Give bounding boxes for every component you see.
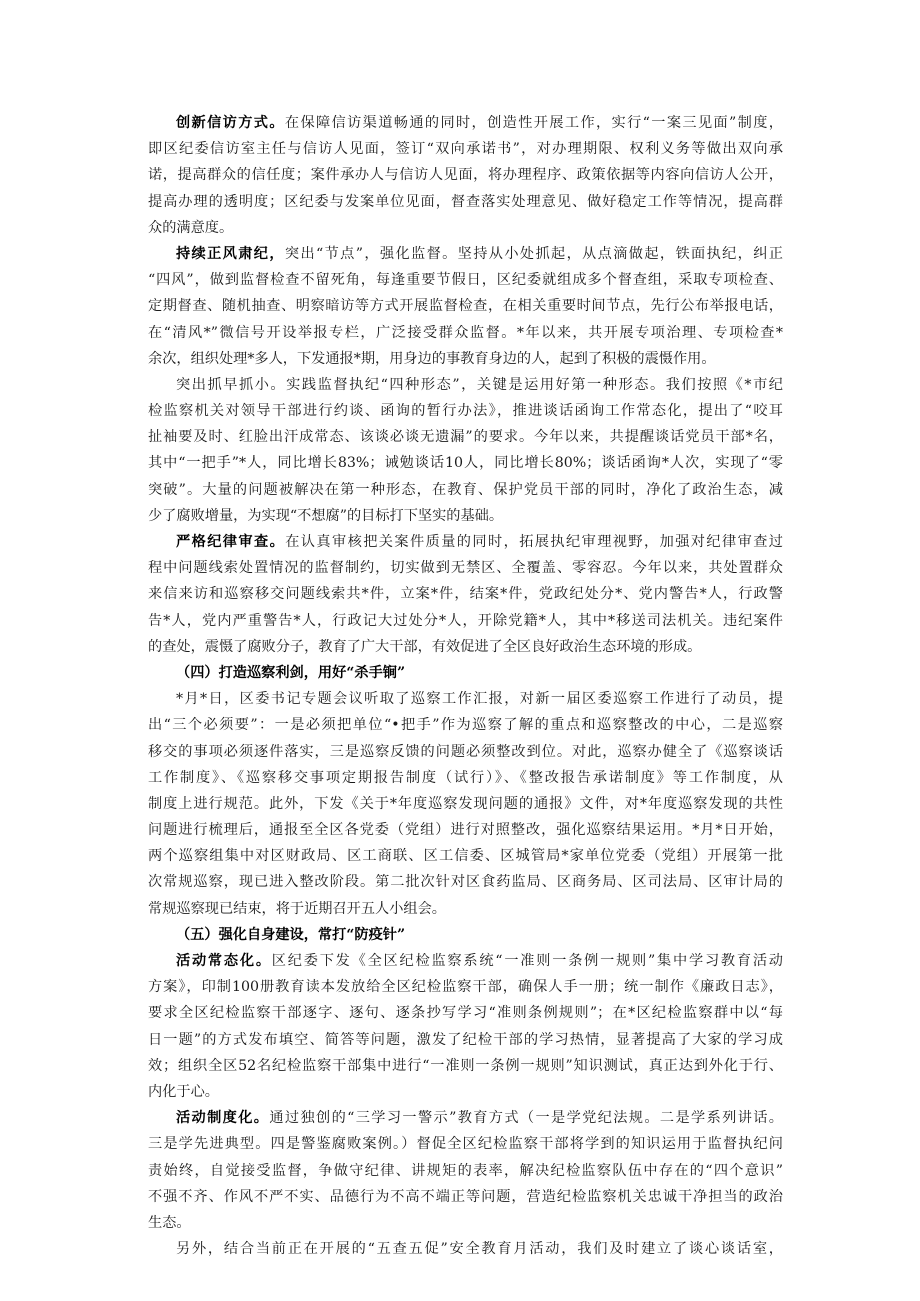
text-line: 日一题”的方式发布填空、简答等问题，激发了纪检干部的学习热情，显著提高了大家的学习成 (148, 1031, 783, 1048)
text-line: 诺，提高群众的信任度；案件承办人与信访人见面，将办理程序、政策依据等内容向信访人公开， (148, 167, 783, 184)
text-line: 问题进行梳理后，通报至全区各党委（党组）进行对照整改，强化巡察结果运用。*月*日开始， (148, 822, 783, 839)
section-heading-4 (148, 660, 783, 686)
text-line: 方案》，印制100册教育读本发放给全区纪检监察干部，确保人手一册；统一制作《廉政日志》， (148, 979, 783, 996)
paragraph-lead: 活动制度化。 (176, 1110, 270, 1127)
text-line: 责始终，自觉接受监督，争做守纪律、讲规矩的表率，解决纪检监察队伍中存在的“四个意识” (148, 1162, 783, 1179)
text-line: 制度上进行规范。此外，下发《关于*年度巡察发现问题的通报》文件，对*年度巡察发现的共性 (148, 795, 783, 812)
text-line: 要求全区纪检监察干部逐字、逐句、逐条抄写学习“准则条例规则”；在*区纪检监察群中以“每 (148, 1005, 783, 1022)
text-line: 三是学先进典型。四是警鉴腐败案例。）督促全区纪检监察干部将学到的知识运用于监督执纪问 (148, 1136, 783, 1153)
paragraph-discipline-review (148, 529, 783, 660)
text-line: 内化于心。 (148, 1083, 219, 1100)
text-line: 告*人，党内严重警告*人，行政记大过处分*人，开除党籍*人，其中*移送司法机关。违纪案件 (148, 612, 783, 629)
text-line: 在保障信访渠道畅通的同时，创造性开展工作，实行“一案三见面”制度， (284, 115, 783, 131)
text-line: “四风”，做到监督检查不留死角，每逢重要节假日，区纪委就组成多个督查组，采取专项检查、 (148, 272, 783, 289)
paragraph-lead: 创新信访方式。 (176, 115, 285, 131)
text-line: 出“三个必须要”：一是必须把单位“•把手”作为巡察了解的重点和巡察整改的中心，二是巡察 (148, 717, 783, 734)
paragraph-lead: 严格纪律审查。 (176, 534, 286, 550)
text-line: 效；组织全区52名纪检监察干部集中进行“一准则一条例一规则”知识测试，真正达到外化于行、 (148, 1057, 783, 1074)
text-line: 即区纪委信访室主任与信访人见面，签订“双向承诺书”，对办理期限、权利义务等做出双向承 (148, 141, 783, 158)
text-line: 来信来访和巡察移交问题线索共*件，立案*件，结案*件，党政纪处分*、党内警告*人，行政警 (148, 586, 783, 603)
text-line: 在认真审核把关案件质量的同时，拓展执纪审理视野，加强对纪律审查过 (285, 534, 783, 550)
text-line: 其中“一把手”*人，同比增长83%；诫勉谈话10人，同比增长80%；谈话函询*人次，实现了“零 (148, 455, 783, 472)
text-line: 众的满意度。 (148, 219, 234, 236)
text-line: 在“清风*”微信号开设举报专栏，广泛接受群众监督。*年以来，共开展专项治理、专项检查* (148, 324, 783, 341)
text-line: 生态。 (148, 1214, 191, 1231)
text-line: 少了腐败增量，为实现“不想腐”的目标打下坚实的基础。 (148, 507, 504, 524)
section-heading-5 (148, 922, 783, 948)
text-line: 程中问题线索处置情况的监督制约，切实做到无禁区、全覆盖、零容忍。今年以来，共处置群众 (148, 560, 783, 577)
text-line: 突出抓早抓小。实践监督执纪“四种形态”，关键是运用好第一种形态。我们按照《*市纪 (176, 376, 783, 393)
text-line: 另外，结合当前正在开展的“五查五促”安全教育月活动，我们及时建立了谈心谈话室， (176, 1241, 783, 1258)
text-line: 突出“节点”，强化监督。坚持从小处抓起，从点滴做起，铁面执纪，纠正 (284, 245, 783, 262)
text-line: 通过独创的“三学习一警示”教育方式（一是学党纪法规。二是学系列讲话。 (269, 1110, 783, 1127)
text-line: 的查处，震慑了腐败分子，教育了广大干部，有效促进了全区良好政治生态环境的形成。 (148, 638, 702, 655)
text-line: 移交的事项必须逐件落实，三是巡察反馈的问题必须整改到位。对此，巡察办健全了《巡察谈话 (148, 743, 783, 760)
paragraph-discipline-rectification (148, 241, 783, 372)
text-line: 突破”。大量的问题被解决在第一种形态，在教育、保护党员干部的同时，净化了政治生态，减 (148, 481, 783, 498)
paragraph-petition-innovation (148, 110, 783, 241)
text-line: 常规巡察现已结束，将于近期召开五人小组会。 (148, 900, 446, 917)
text-line: 提高办理的透明度；区纪委与发案单位见面，督查落实处理意见、做好稳定工作等情况，提高群 (148, 193, 783, 210)
text-line: 两个巡察组集中对区财政局、区工商联、区工信委、区城管局*家单位党委（党组）开展第一批 (148, 848, 783, 865)
text-line: *月*日，区委书记专题会议听取了巡察工作汇报，对新一届区委巡察工作进行了动员，提 (176, 691, 783, 708)
section-heading: （四）打造巡察利剑，用好“杀手锏” (176, 664, 406, 681)
text-line: 次常规巡察，现已进入整改阶段。第二批次针对区食药监局、区商务局、区司法局、区审计局的 (148, 874, 783, 891)
paragraph-activity-normalization (148, 948, 783, 1105)
paragraph-inspection (148, 686, 783, 922)
text-line: 扯袖要及时、红脸出汗成常态、该谈必谈无遗漏”的要求。今年以来，共提醒谈话党员干部*名， (148, 429, 783, 446)
paragraph-lead: 活动常态化。 (176, 953, 272, 969)
text-line: 不强不齐、作风不严不实、品德行为不高不端正等问题，营造纪检监察机关忠诚干净担当的政治 (148, 1188, 783, 1205)
text-line: 定期督查、随机抽查、明察暗访等方式开展监督检查，在相关重要时间节点，先行公布举报电话， (148, 298, 783, 315)
text-line: 余次，组织处理*多人，下发通报*期，用身边的事教育身边的人，起到了积极的震慑作用。 (148, 350, 716, 367)
paragraph-activity-institutionalization (148, 1105, 783, 1236)
section-heading: （五）强化自身建设，常打“防疫针” (176, 926, 406, 943)
paragraph-lead: 持续正风肃纪， (176, 245, 285, 262)
paragraph-early-intervention (148, 372, 783, 529)
text-line: 工作制度》、《巡察移交事项定期报告制度（试行）》、《整改报告承诺制度》等工作制度，从 (148, 769, 783, 786)
text-line: 检监察机关对领导干部进行约谈、函询的暂行办法》，推进谈话函询工作常态化，提出了“咬耳 (148, 403, 783, 420)
text-line: 区纪委下发《全区纪检监察系统“一准则一条例一规则”集中学习教育活动 (271, 953, 783, 969)
document-body (148, 110, 783, 1262)
paragraph-additional (148, 1236, 783, 1262)
